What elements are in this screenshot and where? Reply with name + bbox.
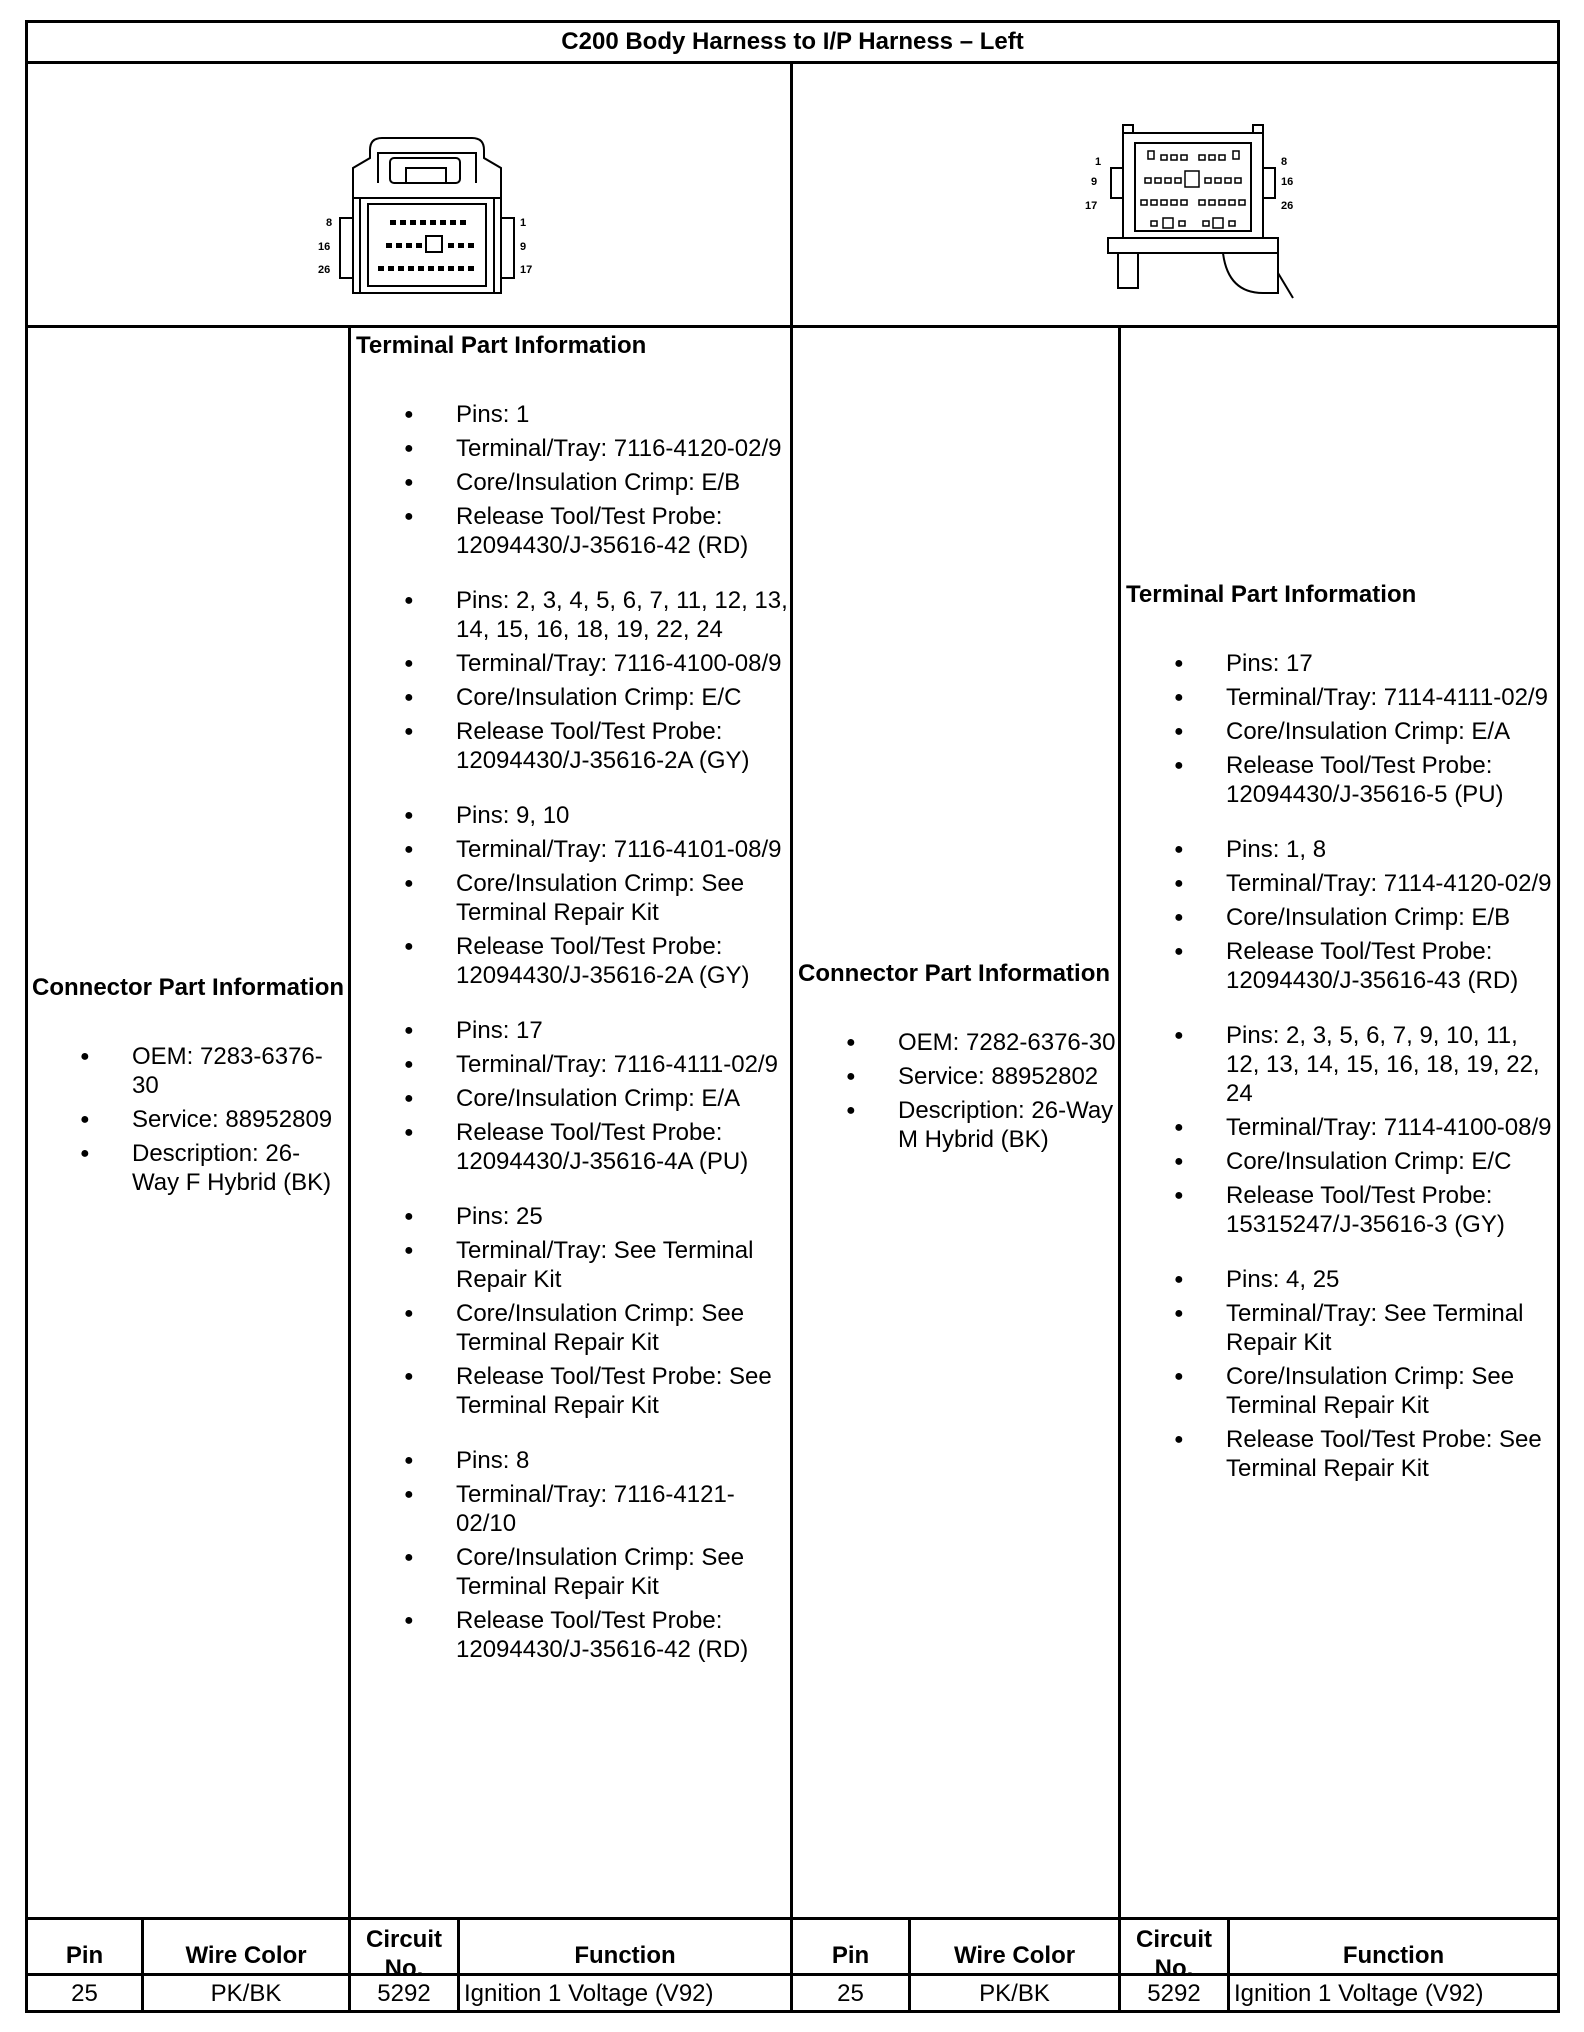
list-item: ● Release Tool/Test Probe: 12094430/J-35616-4A (PU) bbox=[356, 1118, 788, 1176]
terminal-group bbox=[356, 801, 788, 990]
column-header-function: Function bbox=[574, 1942, 676, 1969]
list-item: ● Pins: 9, 10 bbox=[356, 801, 788, 830]
cell-circuit-no: 5292 bbox=[1147, 1980, 1201, 2007]
column-header-circuit-no: Circuit No. bbox=[1135, 1926, 1212, 1982]
list-item: ● Terminal/Tray: 7116-4101-08/9 bbox=[356, 835, 788, 864]
list-item: ● Pins: 25 bbox=[356, 1202, 788, 1231]
list-item: ● Pins: 2, 3, 5, 6, 7, 9, 10, 11, 12, 13, 14, 15, 16, 18, 19, 22, 24 bbox=[1126, 1021, 1556, 1108]
list-item: ● OEM: 7282-6376-30 bbox=[798, 1028, 1116, 1057]
pin-label: 26 bbox=[1281, 200, 1294, 212]
terminal-group bbox=[356, 1446, 788, 1664]
right-terminal-info bbox=[1126, 580, 1556, 1509]
list-item: ● Core/Insulation Crimp: E/B bbox=[356, 468, 788, 497]
column-header-pin: Pin bbox=[65, 1942, 104, 1969]
column-header-wire-color: Wire Color bbox=[953, 1942, 1076, 1969]
list-item: ● Pins: 4, 25 bbox=[1126, 1265, 1556, 1294]
column-header-circuit-no: Circuit No. bbox=[365, 1926, 442, 1982]
terminal-group-list bbox=[1126, 649, 1556, 1483]
pin-label: 9 bbox=[1091, 176, 1098, 188]
section-heading: Connector Part Information bbox=[32, 974, 345, 1001]
list-item: ● Core/Insulation Crimp: See Terminal Repair Kit bbox=[356, 1543, 788, 1601]
list-item: ● OEM: 7283-6376-30 bbox=[32, 1042, 346, 1100]
right-connector-diagram bbox=[1063, 123, 1323, 313]
terminal-group bbox=[356, 1016, 788, 1176]
pin-label: 1 bbox=[1095, 156, 1102, 168]
section-heading: Connector Part Information bbox=[798, 960, 1111, 987]
cell-pin: 25 bbox=[71, 1980, 98, 2007]
list-item: ● Core/Insulation Crimp: E/B bbox=[1126, 903, 1556, 932]
pin-label: 26 bbox=[318, 264, 331, 276]
connector-info-sheet bbox=[25, 20, 1560, 2013]
list-item: ● Service: 88952809 bbox=[32, 1105, 346, 1134]
left-connector-info bbox=[32, 973, 346, 1202]
page-title: C200 Body Harness to I/P Harness – Left bbox=[561, 28, 1024, 55]
pin-label: 17 bbox=[520, 264, 533, 276]
right-connector-info bbox=[798, 959, 1116, 1159]
pin-label: 16 bbox=[318, 241, 331, 253]
terminal-group-list bbox=[356, 400, 788, 1664]
cell-function: Ignition 1 Voltage (V92) bbox=[1234, 1980, 1484, 2007]
list-item: ● Core/Insulation Crimp: See Terminal Repair Kit bbox=[356, 869, 788, 927]
pin-label: 16 bbox=[1281, 176, 1294, 188]
divider bbox=[348, 325, 351, 2010]
list-item: ● Terminal/Tray: 7116-4120-02/9 bbox=[356, 434, 788, 463]
cell-wire-color: PK/BK bbox=[210, 1980, 282, 2007]
list-item: ● Release Tool/Test Probe: 12094430/J-35616-2A (GY) bbox=[356, 932, 788, 990]
list-item: ● Release Tool/Test Probe: 12094430/J-35616-43 (RD) bbox=[1126, 937, 1556, 995]
cell-function: Ignition 1 Voltage (V92) bbox=[464, 1980, 714, 2007]
list-item: ● Service: 88952802 bbox=[798, 1062, 1116, 1091]
list-item: ● Description: 26-Way F Hybrid (BK) bbox=[32, 1139, 346, 1197]
column-header-pin: Pin bbox=[831, 1942, 870, 1969]
list-item: ● Release Tool/Test Probe: 12094430/J-35616-42 (RD) bbox=[356, 1606, 788, 1664]
list-item: ● Release Tool/Test Probe: 15315247/J-35616-3 (GY) bbox=[1126, 1181, 1556, 1239]
list-item: ● Description: 26-Way M Hybrid (BK) bbox=[798, 1096, 1116, 1154]
column-header-wire-color: Wire Color bbox=[185, 1942, 307, 1969]
list-item: ● Release Tool/Test Probe: 12094430/J-35616-5 (PU) bbox=[1126, 751, 1556, 809]
left-connector-diagram bbox=[298, 128, 558, 308]
terminal-group bbox=[1126, 1021, 1556, 1239]
list-item: ● Pins: 2, 3, 4, 5, 6, 7, 11, 12, 13, 14, 15, 16, 18, 19, 22, 24 bbox=[356, 586, 788, 644]
section-heading: Terminal Part Information bbox=[1126, 581, 1417, 608]
pin-label: 8 bbox=[326, 217, 333, 229]
column-header-function: Function bbox=[1342, 1942, 1445, 1969]
list-item: ● Release Tool/Test Probe: 12094430/J-35616-2A (GY) bbox=[356, 717, 788, 775]
terminal-group bbox=[1126, 1265, 1556, 1483]
list-item: ● Terminal/Tray: 7114-4120-02/9 bbox=[1126, 869, 1556, 898]
list-item: ● Terminal/Tray: See Terminal Repair Kit bbox=[356, 1236, 788, 1294]
divider bbox=[790, 61, 793, 2010]
list-item: ● Pins: 8 bbox=[356, 1446, 788, 1475]
list-item: ● Core/Insulation Crimp: E/C bbox=[1126, 1147, 1556, 1176]
list-item: ● Terminal/Tray: 7116-4100-08/9 bbox=[356, 649, 788, 678]
list-item: ● Release Tool/Test Probe: See Terminal Repair Kit bbox=[1126, 1425, 1556, 1483]
list-item: ● Core/Insulation Crimp: E/C bbox=[356, 683, 788, 712]
list-item: ● Pins: 1, 8 bbox=[1126, 835, 1556, 864]
list-item: ● Release Tool/Test Probe: See Terminal Repair Kit bbox=[356, 1362, 788, 1420]
list-item: ● Core/Insulation Crimp: E/A bbox=[356, 1084, 788, 1113]
terminal-group bbox=[356, 1202, 788, 1420]
section-heading: Terminal Part Information bbox=[356, 332, 647, 359]
list-item: ● Terminal/Tray: 7116-4121-02/10 bbox=[356, 1480, 788, 1538]
pin-label: 1 bbox=[520, 217, 527, 229]
terminal-group bbox=[1126, 649, 1556, 809]
terminal-group bbox=[1126, 835, 1556, 995]
pin-label: 9 bbox=[520, 241, 527, 253]
cell-wire-color: PK/BK bbox=[979, 1980, 1050, 2007]
list-item: ● Release Tool/Test Probe: 12094430/J-35616-42 (RD) bbox=[356, 502, 788, 560]
list-item: ● Pins: 1 bbox=[356, 400, 788, 429]
list-item: ● Terminal/Tray: 7116-4111-02/9 bbox=[356, 1050, 788, 1079]
left-terminal-info bbox=[356, 331, 788, 1690]
pin-label: 8 bbox=[1281, 156, 1288, 168]
list-item: ● Terminal/Tray: 7114-4100-08/9 bbox=[1126, 1113, 1556, 1142]
connector-info-list bbox=[798, 1028, 1116, 1154]
pin-label: 17 bbox=[1085, 200, 1098, 212]
list-item: ● Terminal/Tray: See Terminal Repair Kit bbox=[1126, 1299, 1556, 1357]
divider bbox=[1118, 325, 1121, 2010]
list-item: ● Pins: 17 bbox=[356, 1016, 788, 1045]
list-item: ● Core/Insulation Crimp: See Terminal Repair Kit bbox=[356, 1299, 788, 1357]
terminal-group bbox=[356, 586, 788, 775]
list-item: ● Core/Insulation Crimp: E/A bbox=[1126, 717, 1556, 746]
cell-circuit-no: 5292 bbox=[377, 1980, 431, 2007]
list-item: ● Pins: 17 bbox=[1126, 649, 1556, 678]
list-item: ● Terminal/Tray: 7114-4111-02/9 bbox=[1126, 683, 1556, 712]
connector-info-list bbox=[32, 1042, 346, 1197]
cell-pin: 25 bbox=[837, 1980, 864, 2007]
list-item: ● Core/Insulation Crimp: See Terminal Repair Kit bbox=[1126, 1362, 1556, 1420]
terminal-group bbox=[356, 400, 788, 560]
